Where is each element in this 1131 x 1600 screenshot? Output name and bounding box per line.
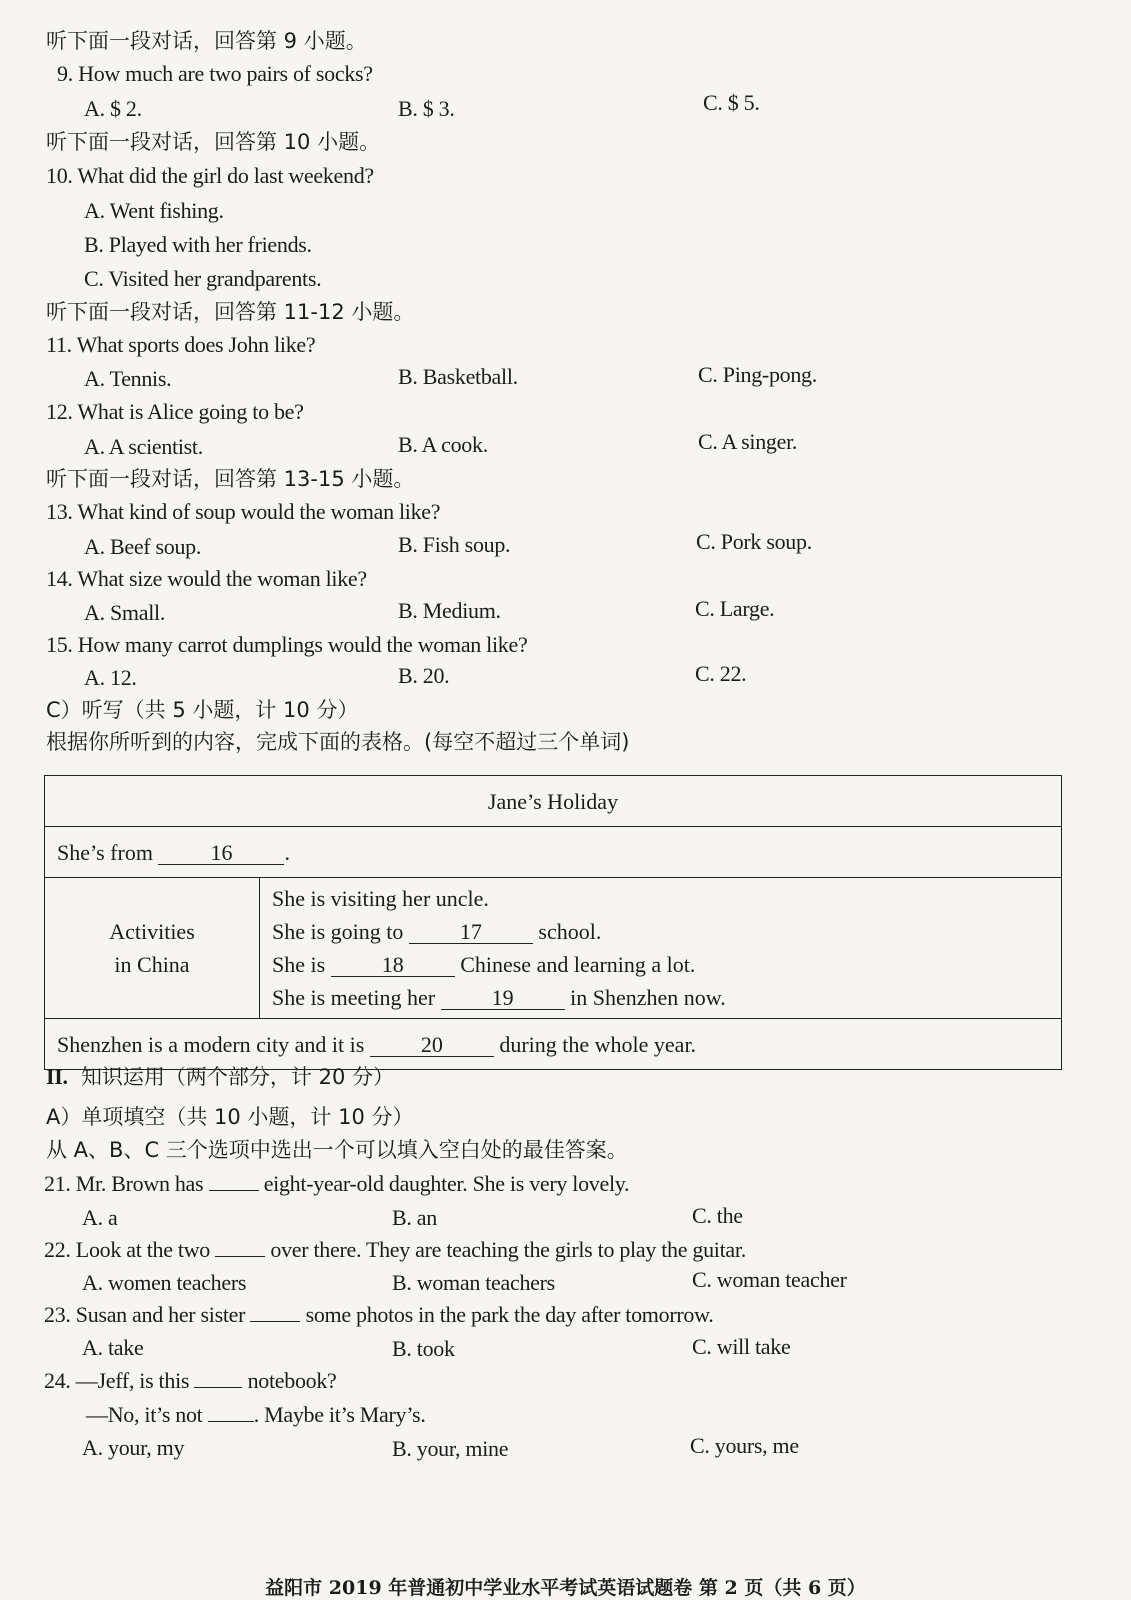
option-14c: C. Large. [695, 596, 775, 621]
part2-instruction: 从 A、B、C 三个选项中选出一个可以填入空白处的最佳答案。 [46, 1138, 628, 1162]
option-21a: A. a [82, 1205, 118, 1230]
option-14b: B. Medium. [398, 598, 501, 623]
activity-1: She is visiting her uncle. [272, 886, 489, 911]
activities-label: Activities in China [45, 878, 260, 1019]
option-14a: A. Small. [84, 600, 166, 625]
blank-17[interactable]: 17 [409, 921, 533, 944]
blank-18[interactable]: 18 [331, 954, 455, 977]
blank-24a[interactable] [194, 1387, 242, 1388]
blank-16[interactable]: 16 [158, 842, 284, 865]
activities-list [260, 878, 1062, 1019]
table-row-shenzhen: Shenzhen is a modern city and it is 20 during the whole year. [45, 1019, 1062, 1070]
option-9b: B. $ 3. [398, 96, 455, 121]
blank-19[interactable]: 19 [441, 987, 565, 1010]
option-11c: C. Ping-pong. [698, 362, 817, 387]
blank-21[interactable] [209, 1190, 259, 1191]
question-23: 23. Susan and her sister some photos in the park the day after tomorrow. [44, 1302, 714, 1327]
instruction-q13-15: 听下面一段对话，回答第 13-15 小题。 [46, 467, 415, 491]
option-12c: C. A singer. [698, 429, 798, 454]
question-22: 22. Look at the two over there. They are teaching the girls to play the guitar. [44, 1237, 746, 1262]
question-9: 9. How much are two pairs of socks? [57, 61, 373, 86]
option-9c: C. $ 5. [703, 90, 760, 115]
option-21b: B. an [392, 1205, 437, 1230]
table-title: Jane’s Holiday [45, 776, 1062, 827]
option-24b: B. your, mine [392, 1436, 509, 1461]
option-15a: A. 12. [84, 665, 137, 690]
part2-sub-a-heading: A）单项填空（共 10 小题，计 10 分） [46, 1105, 414, 1129]
option-24c: C. yours, me [690, 1433, 799, 1458]
question-12: 12. What is Alice going to be? [46, 399, 304, 424]
blank-20[interactable]: 20 [370, 1034, 494, 1057]
option-13a: A. Beef soup. [84, 534, 202, 559]
question-11: 11. What sports does John like? [46, 332, 316, 357]
blank-24b[interactable] [208, 1421, 254, 1422]
option-24a: A. your, my [82, 1435, 185, 1460]
option-10c: C. Visited her grandparents. [84, 266, 322, 291]
question-21: 21. Mr. Brown has eight-year-old daughter. She is very lovely. [44, 1171, 630, 1196]
question-24-line2: —No, it’s not . Maybe it’s Mary’s. [86, 1402, 426, 1427]
page-footer: 益阳市 2019 年普通初中学业水平考试英语试题卷 第 2 页（共 6 页） [265, 1577, 866, 1599]
option-23b: B. took [392, 1336, 455, 1361]
option-15b: B. 20. [398, 663, 450, 688]
option-22a: A. women teachers [82, 1270, 247, 1295]
instruction-q10: 听下面一段对话，回答第 10 小题。 [46, 130, 381, 154]
option-11a: A. Tennis. [84, 366, 172, 391]
option-10b: B. Played with her friends. [84, 232, 312, 257]
activity-4: She is meeting her 19 in Shenzhen now. [272, 985, 726, 1010]
option-11b: B. Basketball. [398, 364, 518, 389]
option-12b: B. A cook. [398, 432, 488, 457]
option-9a: A. $ 2. [84, 96, 142, 121]
table-row-from: She’s from 16 . [45, 827, 1062, 878]
blank-23[interactable] [250, 1321, 300, 1322]
part2-heading: II. 知识运用（两个部分，计 20 分） [46, 1064, 395, 1089]
option-21c: C. the [692, 1203, 743, 1228]
blank-22[interactable] [215, 1256, 265, 1257]
section-c-heading: C）听写（共 5 小题，计 10 分） [46, 698, 359, 722]
instruction-q9: 听下面一段对话，回答第 9 小题。 [46, 29, 367, 53]
activity-2: She is going to 17 school. [272, 919, 602, 944]
option-22c: C. woman teacher [692, 1267, 847, 1292]
question-13: 13. What kind of soup would the woman like? [46, 499, 441, 524]
question-10: 10. What did the girl do last weekend? [46, 163, 374, 188]
activity-3: She is 18 Chinese and learning a lot. [272, 952, 696, 977]
question-24: 24. —Jeff, is this notebook? [44, 1368, 337, 1393]
option-15c: C. 22. [695, 661, 747, 686]
question-15: 15. How many carrot dumplings would the woman like? [46, 632, 528, 657]
option-13c: C. Pork soup. [696, 529, 812, 554]
option-12a: A. A scientist. [84, 434, 203, 459]
janes-holiday-table [44, 775, 1062, 1070]
option-13b: B. Fish soup. [398, 532, 511, 557]
instruction-q11-12: 听下面一段对话，回答第 11-12 小题。 [46, 300, 415, 324]
option-23a: A. take [82, 1335, 144, 1360]
option-10a: A. Went fishing. [84, 198, 224, 223]
question-14: 14. What size would the woman like? [46, 566, 367, 591]
option-23c: C. will take [692, 1334, 791, 1359]
option-22b: B. woman teachers [392, 1270, 555, 1295]
section-c-instruction: 根据你所听到的内容，完成下面的表格。(每空不超过三个单词) [46, 730, 630, 754]
